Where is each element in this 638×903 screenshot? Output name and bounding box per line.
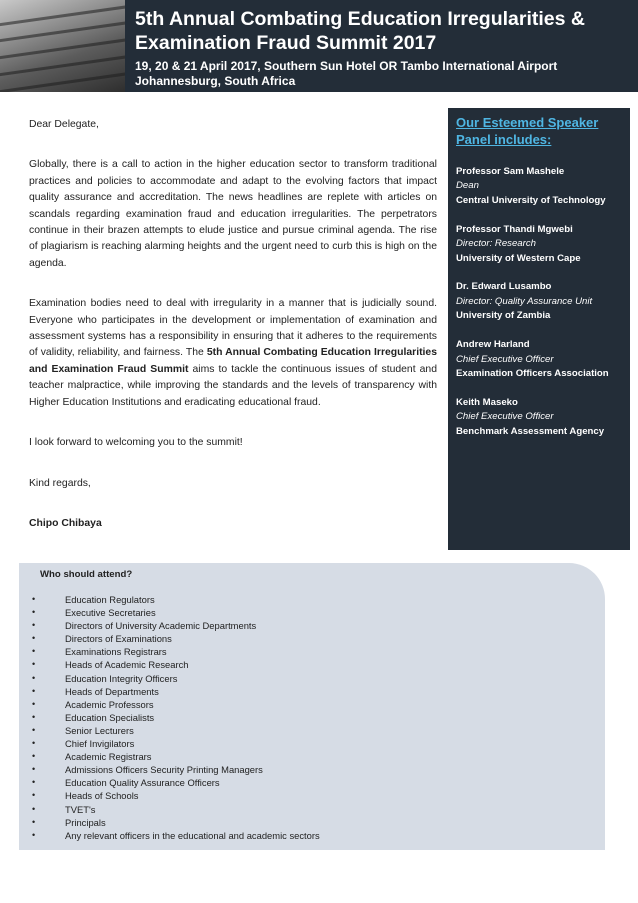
letter-regards: Kind regards,	[29, 477, 91, 489]
header-banner	[0, 0, 638, 92]
speaker-organisation: Examination Officers Association	[456, 367, 609, 379]
speaker-organisation: Central University of Technology	[456, 194, 606, 206]
letter-signature: Chipo Chibaya	[29, 517, 102, 529]
speaker-organisation: Benchmark Assessment Agency	[456, 425, 605, 437]
speaker-role: Director: Research	[456, 238, 536, 250]
welcome-letter	[29, 117, 437, 532]
who-should-attend-panel: Who should attend? • Education Regulators • Executive Secretaries • Directors of University Academic Departments • Directors of Examinations • Examinations Registrars • Heads of Academic Research • Education Integrity Officers • Heads of Departments • Academic Professors • Education Specialists • Senior Lecturers • Chief Invigilators • Academic Registrars • Admissions Officers Security Printing Managers • Education Quality Assurance Officers • Heads of Schools • TVET's • Principals • Any relevant officers in the educational and academic sectors	[19, 563, 605, 850]
speaker-panel	[448, 108, 630, 550]
exam-hall-photo	[0, 0, 125, 92]
speaker-organisation: University of Zambia	[456, 310, 551, 322]
speaker-list	[456, 165, 628, 454]
speaker-name: Dr. Edward Lusambo	[456, 281, 552, 293]
letter-paragraph-2-start: Examination bodies need to deal with irregularity in a manner that is judicially sound. Everyone who participates in the development or implementation of examination and assessment systems has a responsibility in ensuring that it adheres to the requirements of validity, reliability, and fairness. The	[29, 298, 437, 359]
speaker-item	[456, 223, 628, 266]
speaker-name: Keith Maseko	[456, 396, 518, 408]
speaker-name: Professor Thandi Mgwebi	[456, 223, 573, 235]
speaker-role: Dean	[456, 180, 479, 192]
speaker-name: Professor Sam Mashele	[456, 166, 565, 177]
speaker-item	[456, 338, 628, 381]
letter-paragraph-2-end: aims to tackle the continuous issues of student and teacher malpractice, while improving the standards and the levels of transparency with Higher Education Institutions and eradicating educational fraud.	[29, 363, 437, 408]
speaker-item	[456, 165, 628, 208]
letter-closing-line: I look forward to welcoming you to the summit!	[29, 437, 243, 449]
letter-paragraph-2	[29, 296, 437, 411]
letter-paragraph-1: Globally, there is a call to action in the higher education sector to transform traditional practices and policies to accommodate and adapt to the evolving factors that impact quality assurance and accreditation. The news headlines are replete with articles on scandals regarding examination fraud and education irregularities. The perpetrators continue in their brazen attempts to elude justice and pursue criminal agenda. The rise of plagiarism is reaching alarming heights and the urgent need to curb this is high on the agenda.	[29, 159, 437, 269]
letter-greeting: Dear Delegate,	[29, 119, 99, 130]
speaker-role: Director: Quality Assurance Unit	[456, 295, 593, 307]
summit-date-venue: 19, 20 & 21 April 2017, Southern Sun Hotel OR Tambo International Airport Johannesburg, South Africa	[135, 59, 558, 88]
summit-title: 5th Annual Combating Education Irregularities & Examination Fraud Summit 2017	[135, 8, 585, 54]
speaker-role: Chief Executive Officer	[456, 353, 554, 365]
summit-name-bold: 5th Annual Combating Education Irregularities and Examination Fraud Summit	[29, 347, 437, 375]
speaker-organisation: University of Western Cape	[456, 252, 581, 264]
speaker-name: Andrew Harland	[456, 339, 530, 351]
speaker-item	[456, 396, 628, 439]
speaker-role: Chief Executive Officer	[456, 411, 554, 423]
who-should-attend-title: Who should attend?	[40, 569, 133, 580]
speaker-item	[456, 280, 628, 323]
speaker-panel-title: Our Esteemed Speaker Panel includes:	[456, 115, 599, 147]
